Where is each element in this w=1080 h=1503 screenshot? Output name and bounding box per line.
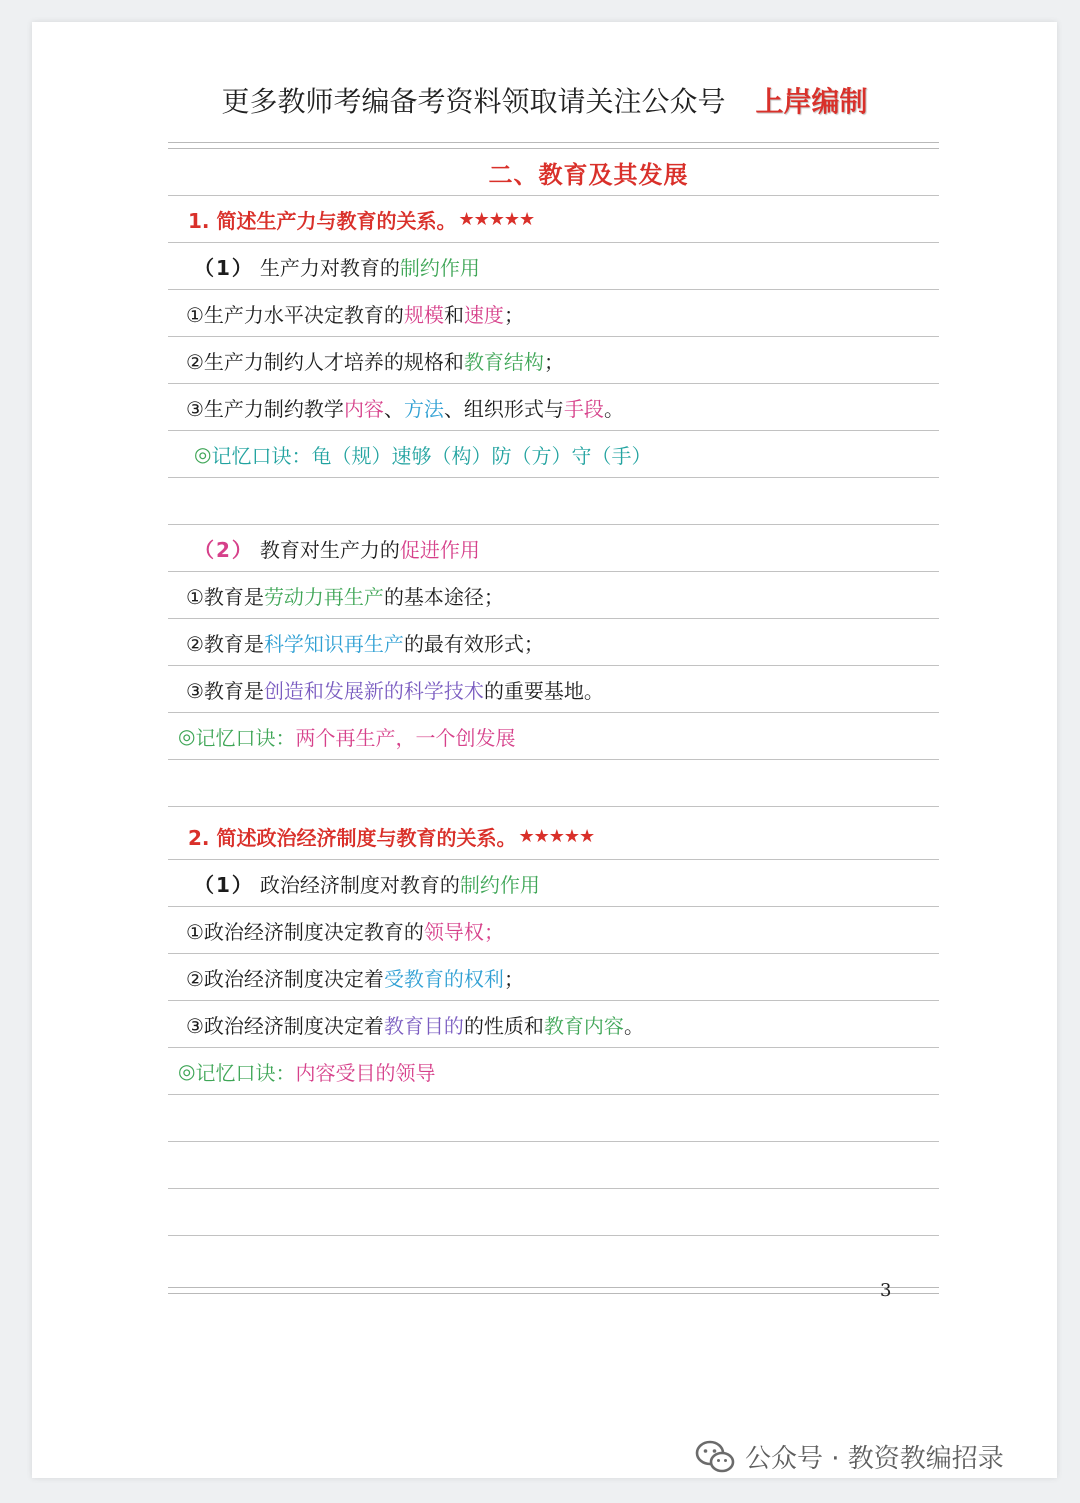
- item-text: 。: [603, 396, 624, 421]
- item-highlight: 科学知识再生产: [263, 631, 404, 656]
- item-highlight: 劳动力再生产: [263, 584, 384, 609]
- q2-part1-highlight: 制约作用: [459, 872, 540, 897]
- item-text: 、组织形式与: [443, 396, 564, 421]
- page-header: [32, 80, 1057, 120]
- item-text: ；: [503, 966, 524, 991]
- mnemonic-text: 内容受目的领导: [295, 1060, 436, 1085]
- question-1-title: 1. 简述生产力与教育的关系。: [188, 208, 457, 233]
- item-text: ①教育是: [186, 584, 264, 609]
- question-1-title-row: [168, 196, 939, 243]
- item-text: ；: [503, 302, 524, 327]
- item-text: ③教育是: [186, 678, 264, 703]
- blank-row: [168, 1095, 939, 1142]
- divider: [168, 142, 939, 143]
- blank-row: [168, 478, 939, 525]
- item-text: 的重要基地。: [483, 678, 604, 703]
- footer-divider: [168, 1293, 939, 1294]
- page-number: 3: [880, 1280, 892, 1301]
- q2-item-2: [168, 954, 939, 1001]
- q1-part1-number: （1）: [194, 255, 254, 280]
- item-text: ②政治经济制度决定着: [186, 966, 384, 991]
- header-brand: 上岸编制: [755, 85, 868, 118]
- document-page: [32, 22, 1057, 1478]
- item-highlight: 规模: [403, 302, 444, 327]
- mnemonic-label: 记忆口诀：: [195, 1060, 296, 1085]
- blank-row: [168, 1189, 939, 1236]
- item-highlight: 内容: [343, 396, 384, 421]
- mnemonic-icon: ◎: [178, 724, 196, 748]
- item-highlight: 创造和发展新的科学技术: [263, 678, 484, 703]
- question-2-title-row: [168, 813, 939, 860]
- item-highlight: 手段: [563, 396, 604, 421]
- item-highlight: 教育结构: [463, 349, 544, 374]
- item-highlight: 教育内容: [543, 1013, 624, 1038]
- footer-divider: [168, 1287, 939, 1288]
- q1-part1-highlight: 制约作用: [399, 255, 480, 280]
- item-text: 和: [443, 302, 464, 327]
- q2-part1-number: （1）: [194, 872, 254, 897]
- item-text: ①生产力水平决定教育的: [186, 302, 404, 327]
- q2-item-3: [168, 1001, 939, 1048]
- q1-part2-highlight: 促进作用: [399, 537, 480, 562]
- item-highlight: 领导权: [423, 919, 484, 944]
- item-text: ②教育是: [186, 631, 264, 656]
- item-text: ；: [543, 349, 564, 374]
- mnemonic-text: 两个再生产，一个创发展: [295, 725, 516, 750]
- item-text: 、: [383, 396, 404, 421]
- wechat-icon: [695, 1440, 735, 1474]
- blank-row: [168, 1142, 939, 1189]
- q1-part1-text: 生产力对教育的: [259, 255, 400, 280]
- q1-mnemonic-2: [168, 713, 939, 760]
- item-text: ②生产力制约人才培养的规格和: [186, 349, 464, 374]
- item-text: ③政治经济制度决定着: [186, 1013, 384, 1038]
- item-text: 的基本途径；: [383, 584, 504, 609]
- q1-item-3: [168, 384, 939, 431]
- item-text: 的性质和: [463, 1013, 544, 1038]
- q2-part1-row: [168, 860, 939, 907]
- blank-row: [168, 760, 939, 807]
- section-title-row: [168, 149, 939, 196]
- mnemonic-text: 记忆口诀：龟（规）速够（构）防（方）守（手）: [211, 443, 652, 468]
- item-highlight: 教育目的: [383, 1013, 464, 1038]
- q1-mnemonic-1: [168, 431, 939, 478]
- item-text: ；: [483, 919, 504, 944]
- q2-item-1: [168, 907, 939, 954]
- q1-item-2: [168, 337, 939, 384]
- mnemonic-icon: ◎: [194, 442, 212, 466]
- item-text: 的最有效形式；: [403, 631, 544, 656]
- q1-part2-item-3: [168, 666, 939, 713]
- item-text: 。: [623, 1013, 644, 1038]
- item-highlight: 受教育的权利: [383, 966, 504, 991]
- q1-item-1: [168, 290, 939, 337]
- item-text: ③生产力制约教学: [186, 396, 344, 421]
- q1-part2-row: [168, 525, 939, 572]
- watermark: [695, 1438, 1004, 1475]
- item-highlight: 速度: [463, 302, 504, 327]
- question-2-stars: ★★★★★: [518, 825, 595, 847]
- q2-mnemonic: [168, 1048, 939, 1095]
- q2-part1-text: 政治经济制度对教育的: [259, 872, 460, 897]
- q1-part2-item-2: [168, 619, 939, 666]
- section-title: 二、教育及其发展: [488, 160, 689, 189]
- q1-part1-row: [168, 243, 939, 290]
- watermark-text: 公众号 · 教资教编招录: [745, 1444, 1004, 1474]
- q1-part2-number: （2）: [194, 537, 254, 562]
- item-highlight: 方法: [403, 396, 444, 421]
- item-text: ①政治经济制度决定教育的: [186, 919, 424, 944]
- question-2-title: 2. 简述政治经济制度与教育的关系。: [188, 825, 517, 850]
- header-text: 更多教师考编备考资料领取请关注公众号: [221, 85, 726, 118]
- mnemonic-label: 记忆口诀：: [195, 725, 296, 750]
- mnemonic-icon: ◎: [178, 1059, 196, 1083]
- q1-part2-text: 教育对生产力的: [259, 537, 400, 562]
- question-1-stars: ★★★★★: [458, 208, 535, 230]
- q1-part2-item-1: [168, 572, 939, 619]
